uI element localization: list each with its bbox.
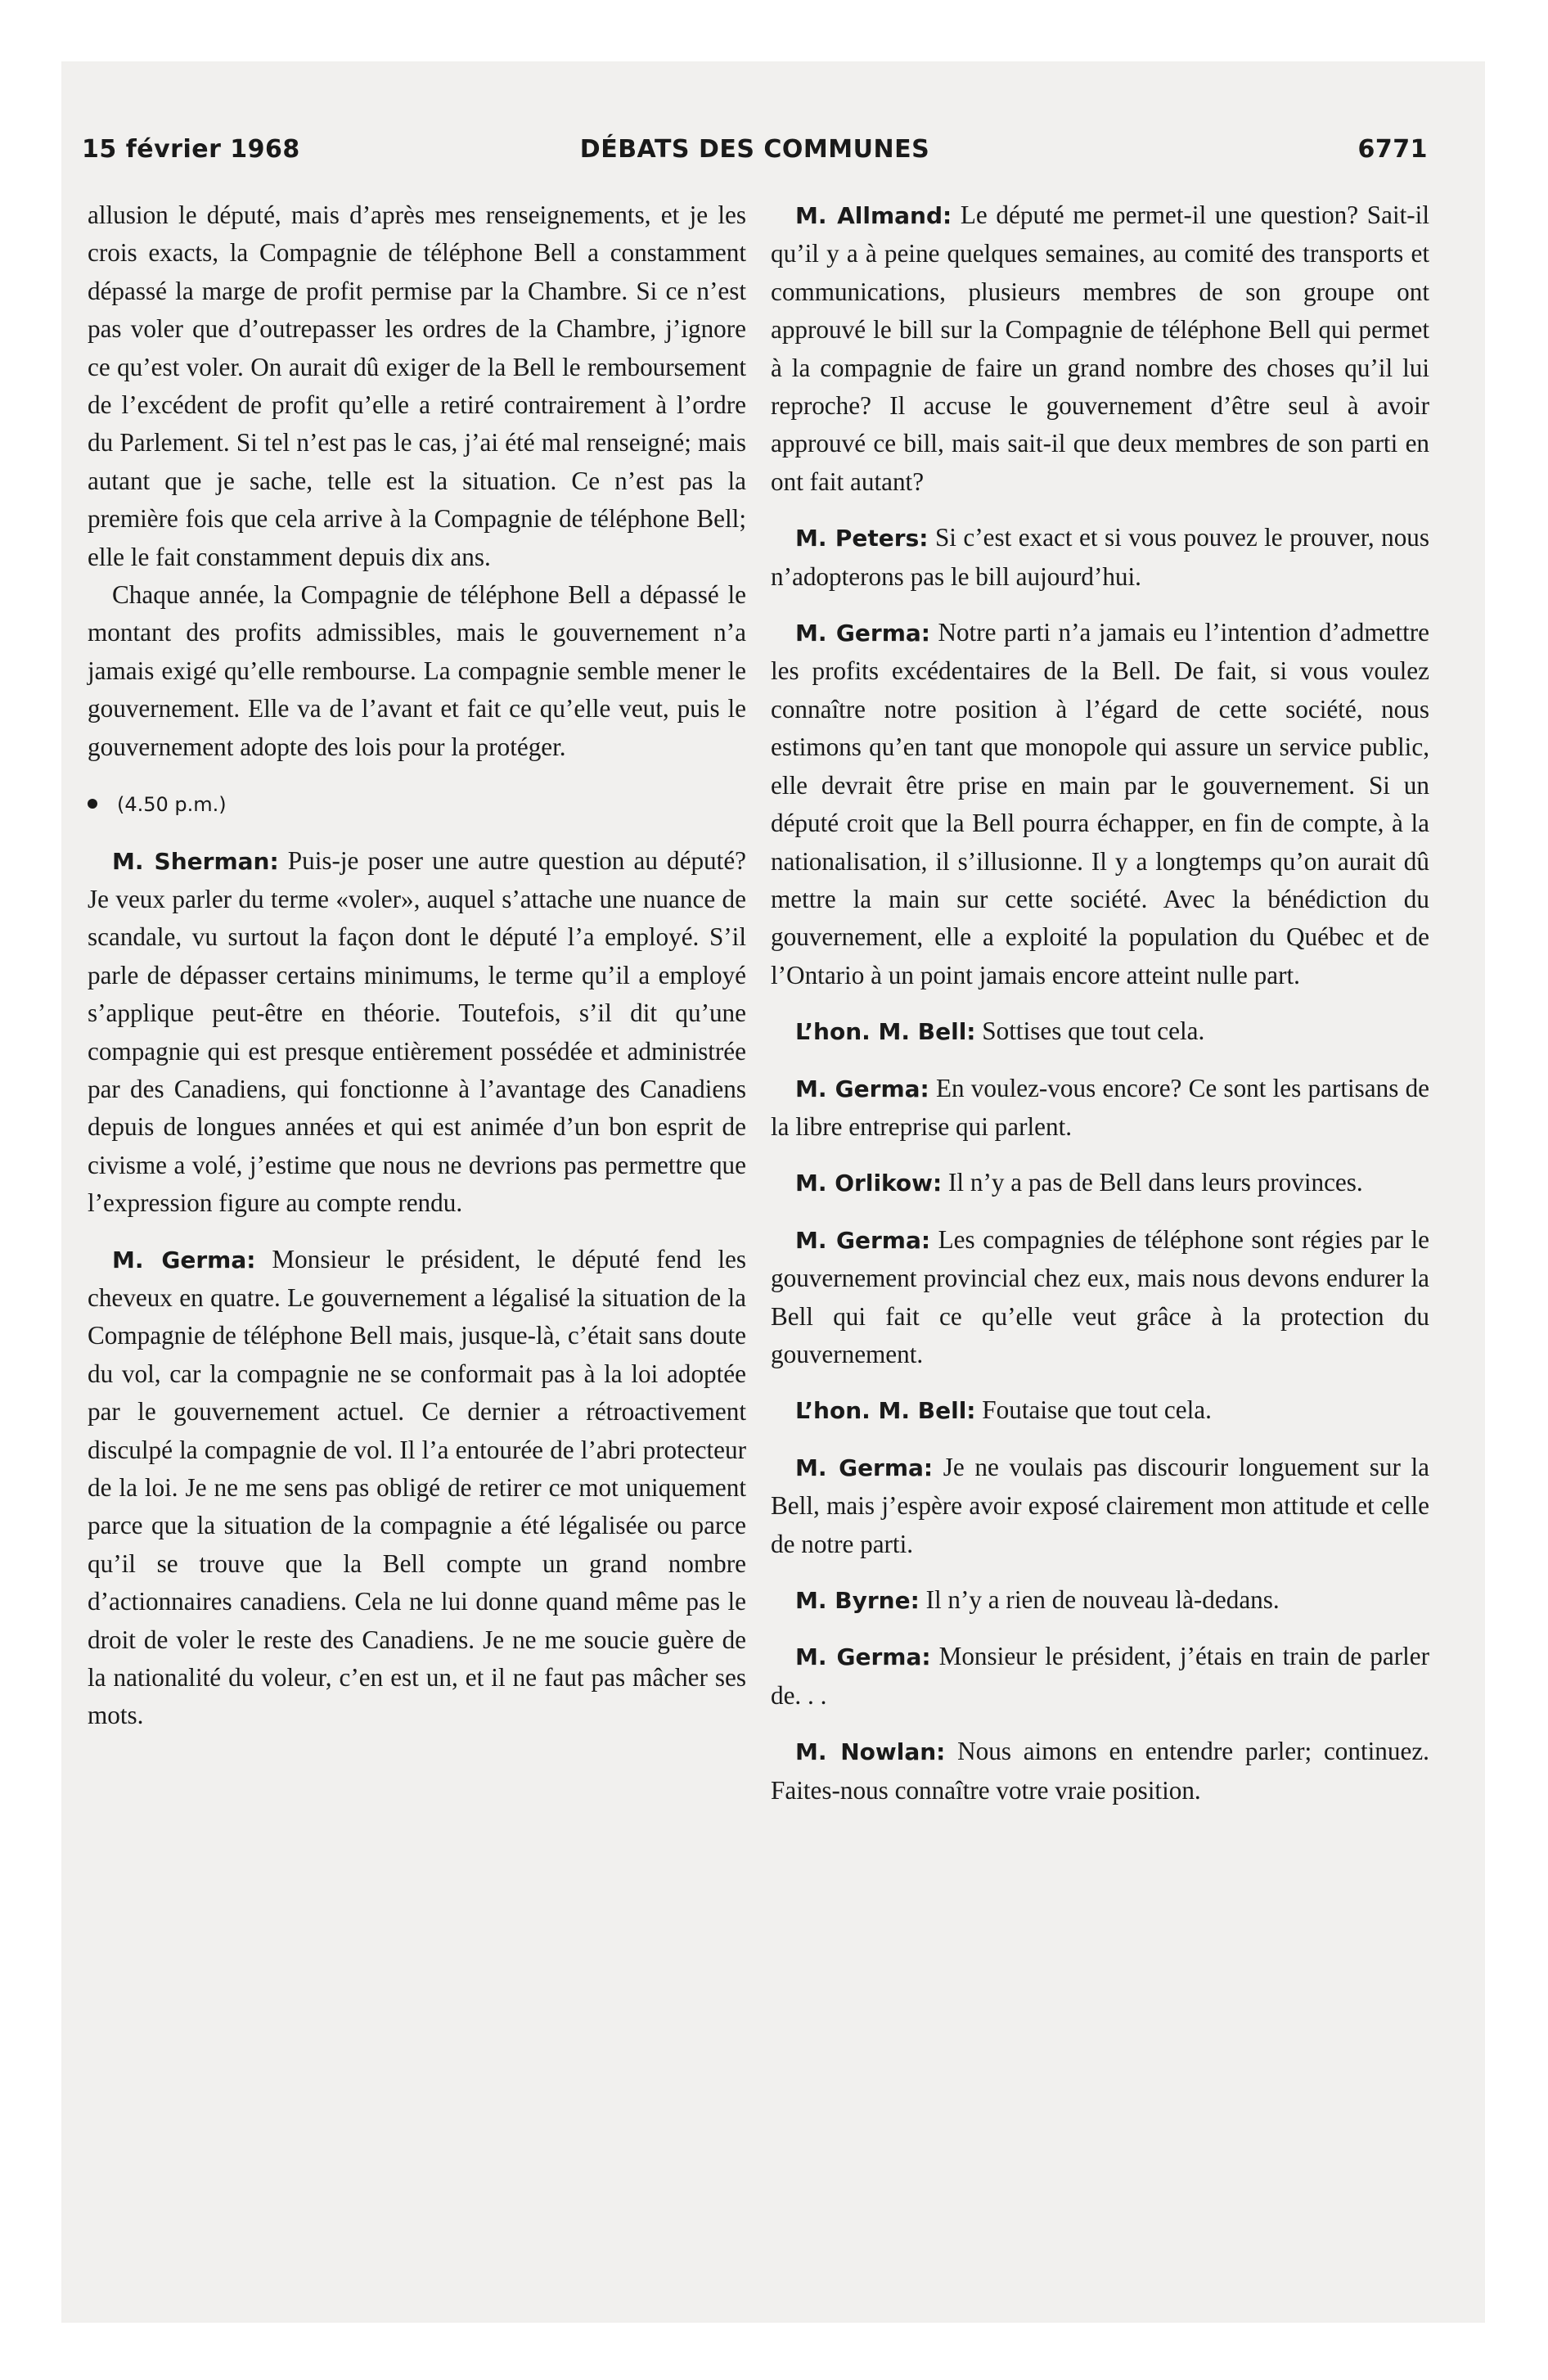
speech-text: Il n’y a pas de Bell dans leurs provinces.: [948, 1168, 1363, 1197]
speaker-name: M. Germa:: [795, 1075, 929, 1102]
paragraph: Chaque année, la Compagnie de téléphone Bell a dépassé le montant des profits admissibles, mais le gouvernement n’a jamais exigé qu’elle rembourse. La compagnie semble mener le gouvernement. Elle va de l’avant et fait ce qu’elle veut, puis le gouvernement adopte des lois pour la protéger.: [88, 580, 746, 761]
speech-text: Puis-je poser une autre question au député? Je veux parler du terme «voler», auquel s’attache une nuance de scandale, vu surtout la façon dont le député l’a employé. S’il parle de dépasser certains minimums, le terme qu’il a employé s’applique peut-être en théorie. Toutefois, s’il dit qu’une compagnie qui est presque entièrement possédée et administrée par des Canadiens, qui fonctionne à l’avantage des Canadiens depuis de longues années et qui est animée d’un bon esprit de civisme a volé, j’estime que nous ne devrions pas permettre que l’expression figure au compte rendu.: [88, 845, 747, 1218]
speech-germa: [771, 1070, 1429, 1147]
speech-text: Sottises que tout cela.: [982, 1016, 1205, 1046]
time-marker: [88, 784, 746, 823]
speaker-name: M. Nowlan:: [795, 1738, 946, 1766]
header-date: 15 février 1968: [82, 135, 300, 164]
speech-text: Il n’y a rien de nouveau là-dedans.: [925, 1585, 1280, 1614]
page-header: [82, 135, 1428, 173]
header-page-number: 6771: [1357, 135, 1428, 164]
left-column: [88, 196, 746, 1735]
speaker-name: M. Germa:: [112, 1246, 256, 1273]
speaker-name: M. Sherman:: [112, 847, 279, 875]
speech-byrne: [771, 1581, 1429, 1620]
speaker-name: M. Germa:: [795, 1454, 934, 1481]
right-column: [771, 196, 1429, 1810]
speech-germa: [771, 614, 1429, 994]
speech-text: Monsieur le président, j’étais en train de parler de. . .: [771, 1642, 1430, 1710]
speech-sherman: [88, 842, 746, 1223]
speech-bell: [771, 1391, 1429, 1430]
speech-text: Monsieur le président, le député fend les cheveux en quatre. Le gouvernement a légalisé la situation de la Compagnie de téléphone Bell mais, jusque-là, c’était sans doute du vol, car la compagnie ne se conformait pas à la loi adoptée par le gouvernement actuel. Ce dernier a rétroactivement disculpé la compagnie de vol. Il l’a entourée de l’abri protecteur de la loi. Je ne me sens pas obligé de retirer ce mot uniquement parce que la situation de la compagnie a été légalisée ou parce qu’il se trouve que la Bell compte un grand nombre d’actionnaires canadiens. Cela ne lui donne quand même pas le droit de voler le reste des Canadiens. Je ne me soucie guère de la nationalité du voleur, c’en est un, et il ne faut pas mâcher ses mots.: [88, 1244, 746, 1730]
speech-orlikow: [771, 1164, 1429, 1202]
speech-germa: [88, 1241, 746, 1735]
time-marker-text: (4.50 p.m.): [117, 793, 227, 817]
speech-nowlan: [771, 1733, 1429, 1810]
speaker-name: L’hon. M. Bell:: [795, 1397, 976, 1425]
speech-allmand: [771, 196, 1429, 501]
header-title: DÉBATS DES COMMUNES: [579, 135, 930, 164]
speech-peters: [771, 519, 1429, 596]
speech-bell: [771, 1012, 1429, 1051]
speaker-name: M. Orlikow:: [795, 1170, 943, 1197]
speaker-name: M. Germa:: [795, 1226, 931, 1254]
speech-germa: [771, 1221, 1429, 1374]
speech-germa: [771, 1449, 1429, 1563]
speech-text: Notre parti n’a jamais eu l’intention d’admettre les profits excédentaires de la Bell. De fait, si vous voulez connaître notre position à l’égard de cette société, nous estimons qu’en tant que monopole qui assure un service public, elle devrait être prise en main par le gouvernement. Si un député croit que la Bell pourra échapper, en fin de compte, à la nationalisation, il s’illusionne. Il y a longtemps qu’on aurait dû mettre la main sur cette société. Avec la bénédiction du gouvernement, elle a exploité la population du Québec et de l’Ontario à un point jamais encore atteint nulle part.: [771, 618, 1430, 989]
speech-text: Foutaise que tout cela.: [982, 1395, 1212, 1425]
speech-text: Si c’est exact et si vous pouvez le prouver, nous n’adopterons pas le bill aujourd’hui.: [771, 523, 1430, 591]
speech-text: Les compagnies de téléphone sont régies par le gouvernement provincial chez eux, mais nous devons endurer la Bell qui fait ce qu’elle veut grâce à la protection du gouvernement.: [771, 1224, 1429, 1368]
speaker-name: M. Germa:: [795, 620, 930, 647]
bullet-icon: [88, 799, 97, 809]
speaker-name: M. Byrne:: [795, 1587, 920, 1614]
speech-text: Le député me permet-il une question? Sait-il qu’il y a à peine quelques semaines, au comité des transports et communications, plusieurs membres de son groupe ont approuvé le bill sur la Compagnie de téléphone Bell qui permet à la compagnie de faire un grand nombre des choses qu’il lui reproche? Il accuse le gouvernement d’être seul à avoir approuvé ce bill, mais sait-il que deux membres de son parti en ont fait autant?: [771, 201, 1430, 496]
speech-text: Je ne voulais pas discourir longuement sur la Bell, mais j’espère avoir exposé clairement mon attitude et celle de notre parti.: [771, 1452, 1430, 1558]
speech-text: En voulez-vous encore? Ce sont les partisans de la libre entreprise qui parlent.: [771, 1073, 1430, 1141]
speaker-name: M. Germa:: [795, 1643, 931, 1671]
speech-text: Nous aimons en entendre parler; continuez. Faites-nous connaître votre vraie position.: [771, 1737, 1429, 1805]
speech-germa: [771, 1638, 1429, 1715]
paragraph: allusion le député, mais d’après mes renseignements, et je les crois exacts, la Compagnie de téléphone Bell a constamment dépassé la marge de profit permise par la Chambre. Si ce n’est pas voler que d’outrepasser les ordres de la Chambre, j’ignore ce qu’est voler. On aurait dû exiger de la Bell le remboursement de l’excédent de profit qu’elle a retiré contrairement à l’ordre du Parlement. Si tel n’est pas le cas, j’ai été mal renseigné; mais autant que je sache, telle est la situation. Ce n’est pas la première fois que cela arrive à la Compagnie de téléphone Bell; elle le fait constamment depuis dix ans.: [88, 201, 746, 571]
speaker-name: M. Allmand:: [795, 202, 952, 229]
speaker-name: L’hon. M. Bell:: [795, 1018, 976, 1046]
speaker-name: M. Peters:: [795, 525, 929, 552]
